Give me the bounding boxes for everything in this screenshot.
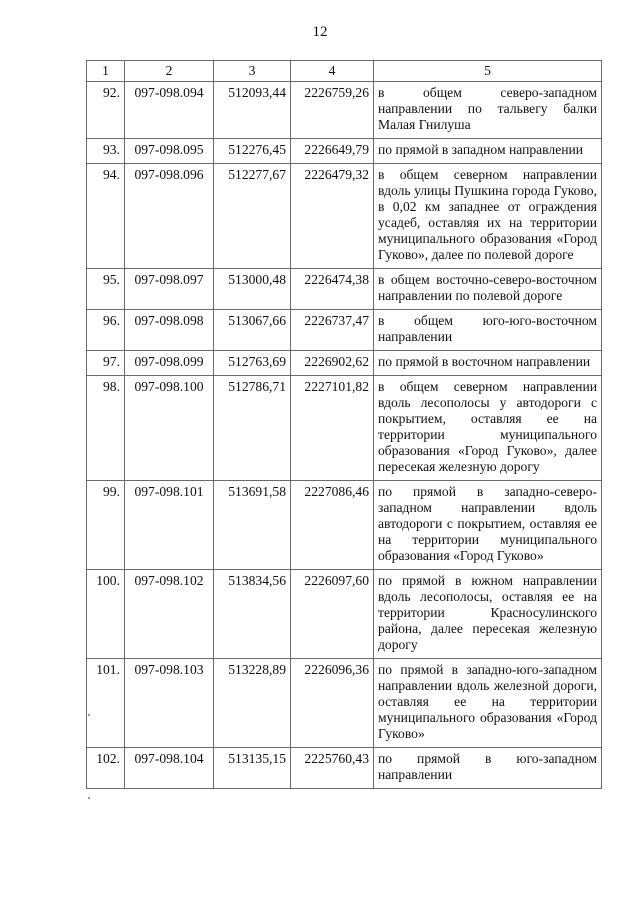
row-number: 97. — [87, 351, 125, 376]
y-coordinate: 2226096,36 — [291, 659, 374, 748]
point-code: 097-098.098 — [125, 310, 214, 351]
column-header-1: 1 — [87, 61, 125, 82]
table-row — [87, 748, 602, 789]
row-number: 100. — [87, 570, 125, 659]
table-row — [87, 570, 602, 659]
row-number: 99. — [87, 481, 125, 570]
point-code: 097-098.096 — [125, 164, 214, 269]
row-number: 93. — [87, 139, 125, 164]
page-number: 12 — [312, 24, 328, 40]
boundary-description: по прямой в западном направлении — [374, 139, 602, 164]
margin-mark — [88, 797, 90, 799]
y-coordinate: 2226479,32 — [291, 164, 374, 269]
y-coordinate: 2226474,38 — [291, 269, 374, 310]
x-coordinate: 513691,58 — [214, 481, 291, 570]
point-code: 097-098.102 — [125, 570, 214, 659]
row-number: 92. — [87, 82, 125, 139]
x-coordinate: 512277,67 — [214, 164, 291, 269]
x-coordinate: 513228,89 — [214, 659, 291, 748]
table-row — [87, 376, 602, 481]
boundary-description: в общем северном направлении вдоль улицы Пушкина города Гуково, в 0,02 км западнее от ограждения усадеб, оставляя их на территории муниципального образования «Город Гуково», далее по полевой дороге — [374, 164, 602, 269]
y-coordinate: 2226759,26 — [291, 82, 374, 139]
point-code: 097-098.094 — [125, 82, 214, 139]
row-number: 95. — [87, 269, 125, 310]
boundary-description: по прямой в южном направлении вдоль лесополосы, оставляя ее на территории Красносулинского района, далее пересекая железную дорогу — [374, 570, 602, 659]
row-number: 102. — [87, 748, 125, 789]
table-row — [87, 269, 602, 310]
column-header-5: 5 — [374, 61, 602, 82]
boundary-description: по прямой в восточном направлении — [374, 351, 602, 376]
point-code: 097-098.101 — [125, 481, 214, 570]
y-coordinate: 2227086,46 — [291, 481, 374, 570]
y-coordinate: 2227101,82 — [291, 376, 374, 481]
x-coordinate: 512763,69 — [214, 351, 291, 376]
x-coordinate: 513067,66 — [214, 310, 291, 351]
y-coordinate: 2226902,62 — [291, 351, 374, 376]
x-coordinate: 512786,71 — [214, 376, 291, 481]
boundary-description: в общем северном направлении вдоль лесополосы у автодороги с покрытием, оставляя ее на территории муниципального образования «Город Гуково», далее пересекая железную дорогу — [374, 376, 602, 481]
point-code: 097-098.103 — [125, 659, 214, 748]
table-row — [87, 659, 602, 748]
row-number: 96. — [87, 310, 125, 351]
column-header-2: 2 — [125, 61, 214, 82]
header-row — [87, 61, 602, 82]
x-coordinate: 513000,48 — [214, 269, 291, 310]
y-coordinate: 2226649,79 — [291, 139, 374, 164]
point-code: 097-098.095 — [125, 139, 214, 164]
boundary-description: по прямой в юго-западном направлении — [374, 748, 602, 789]
x-coordinate: 513135,15 — [214, 748, 291, 789]
boundary-points-table — [86, 60, 602, 789]
table-row — [87, 351, 602, 376]
boundary-description: в общем северо-западном направлении по тальвегу балки Малая Гнилуша — [374, 82, 602, 139]
point-code: 097-098.100 — [125, 376, 214, 481]
point-code: 097-098.097 — [125, 269, 214, 310]
boundary-description: по прямой в западно-юго-западном направлении вдоль железной дороги, оставляя ее на территории муниципального образования «Город Гуково» — [374, 659, 602, 748]
boundary-description: по прямой в западно-северо-западном направлении вдоль автодороги с покрытием, оставляя ее на территории муниципального образования «Город Гуково» — [374, 481, 602, 570]
row-number: 94. — [87, 164, 125, 269]
table-row — [87, 82, 602, 139]
table-row — [87, 481, 602, 570]
table-row — [87, 139, 602, 164]
y-coordinate: 2225760,43 — [291, 748, 374, 789]
table-header — [87, 61, 602, 82]
table-row — [87, 164, 602, 269]
boundary-description: в общем восточно-северо-восточном направлении по полевой дороге — [374, 269, 602, 310]
column-header-4: 4 — [291, 61, 374, 82]
point-code: 097-098.099 — [125, 351, 214, 376]
table-body — [87, 82, 602, 789]
boundary-description: в общем юго-юго-восточном направлении — [374, 310, 602, 351]
y-coordinate: 2226097,60 — [291, 570, 374, 659]
x-coordinate: 512093,44 — [214, 82, 291, 139]
y-coordinate: 2226737,47 — [291, 310, 374, 351]
row-number: 101. — [87, 659, 125, 748]
point-code: 097-098.104 — [125, 748, 214, 789]
x-coordinate: 512276,45 — [214, 139, 291, 164]
row-number: 98. — [87, 376, 125, 481]
table-row — [87, 310, 602, 351]
column-header-3: 3 — [214, 61, 291, 82]
x-coordinate: 513834,56 — [214, 570, 291, 659]
